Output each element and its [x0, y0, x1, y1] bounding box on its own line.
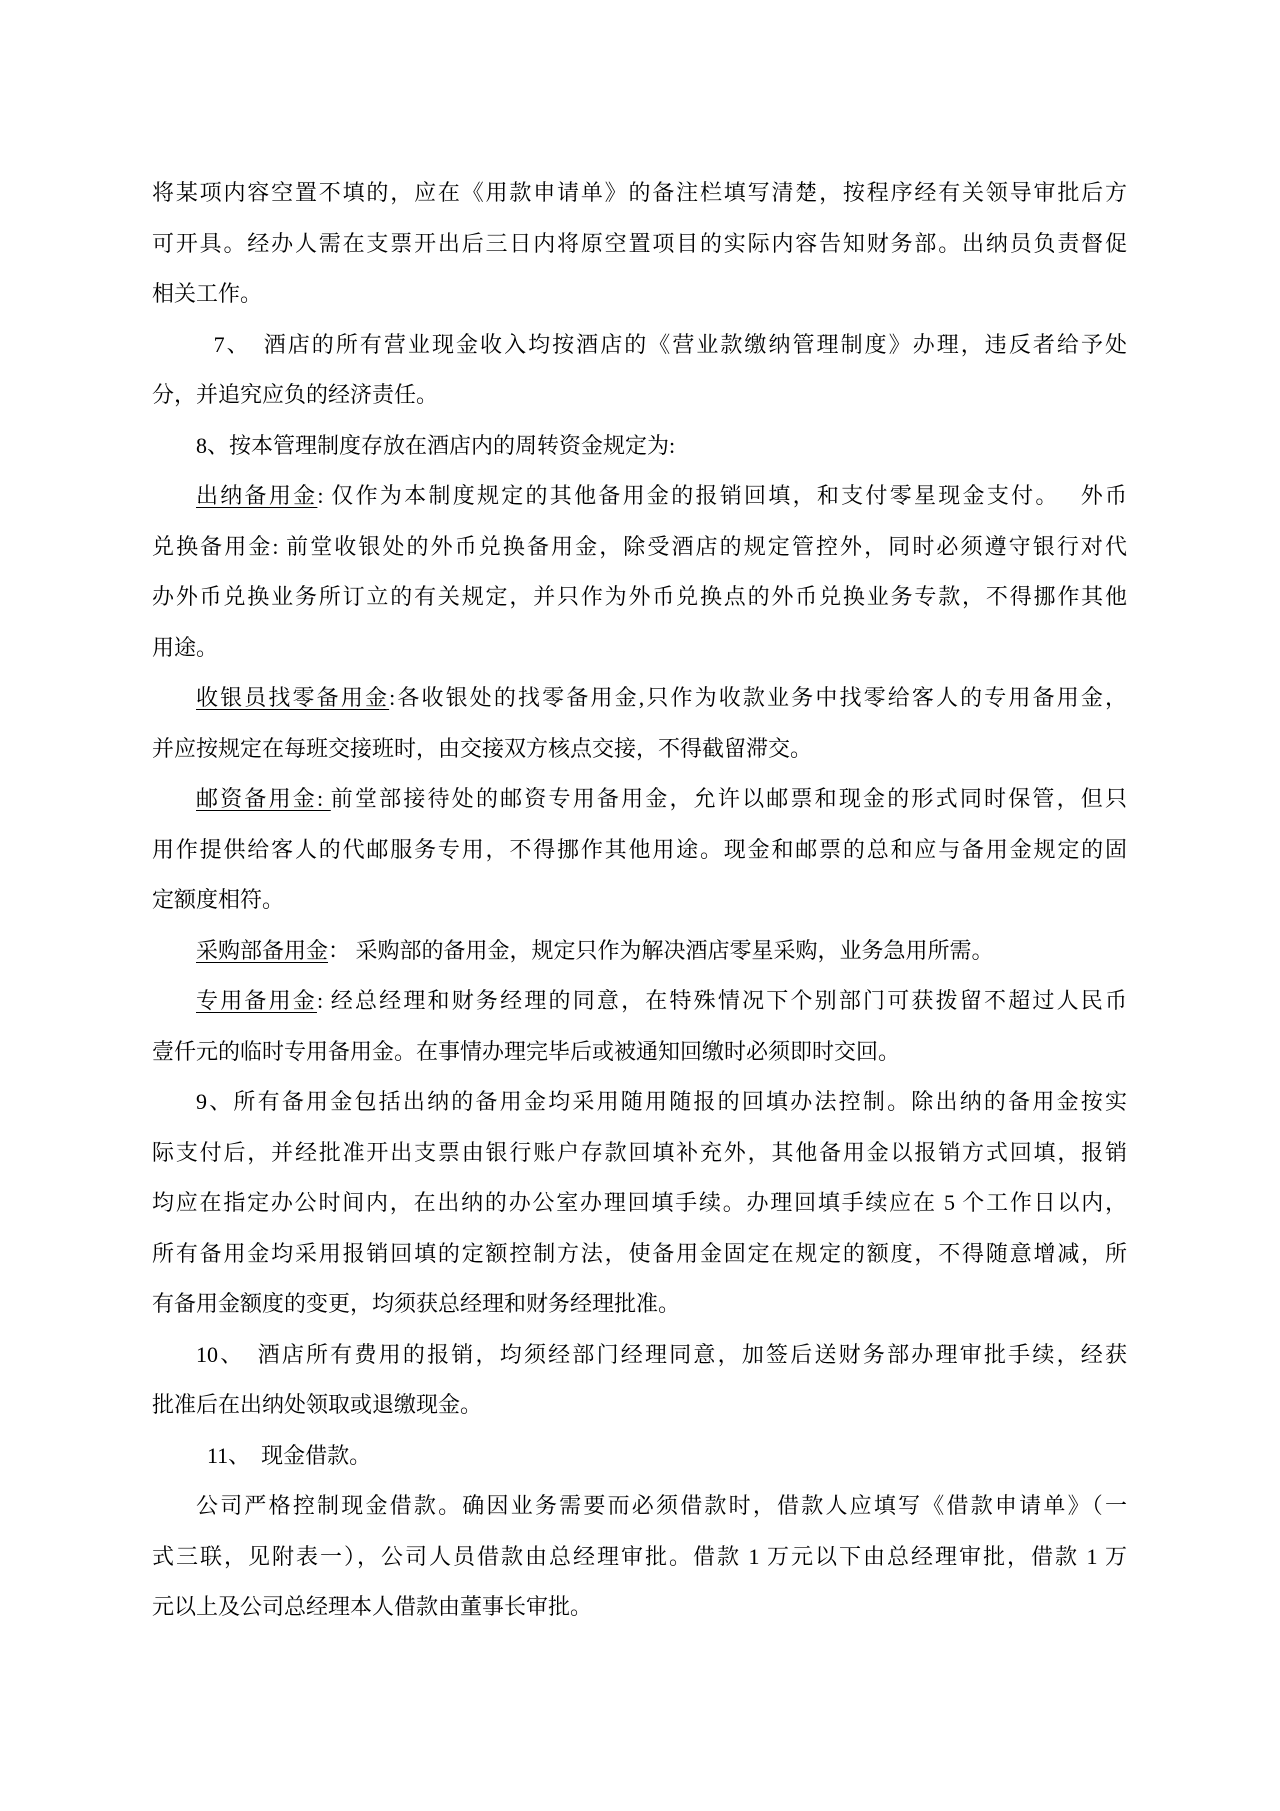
text-line — [152, 421, 1127, 472]
text-line — [152, 875, 1127, 926]
underlined-term: 收银员找零备用金 — [196, 685, 390, 710]
line-text: 有备用金额度的变更，均须获总经理和财务经理批准。 — [152, 1291, 681, 1316]
text-line — [152, 1128, 1127, 1179]
text-line — [152, 724, 1127, 775]
text-line — [152, 572, 1127, 623]
line-text: 式三联，见附表一），公司人员借款由总经理审批。借款 1 万元以下由总经理审批，借款 1 万 — [152, 1543, 1127, 1569]
line-text: 前堂部接待处的邮资专用备用金，允许以邮票和现金的形式同时保管，但只 — [330, 786, 1127, 811]
text-line — [152, 1027, 1127, 1078]
line-text: 11、 现金借款。 — [207, 1442, 372, 1468]
line-text: 可开具。经办人需在支票开出后三日内将原空置项目的实际内容告知财务部。出纳员负责督促 — [152, 230, 1127, 256]
text-line — [152, 471, 1127, 522]
text-line — [152, 1431, 1127, 1482]
text-line — [152, 623, 1127, 674]
text-line — [152, 1178, 1127, 1229]
line-text: 定额度相符。 — [152, 887, 285, 912]
underlined-term: 采购部备用金 — [196, 937, 329, 963]
line-text: 办外币兑换业务所订立的有关规定，并只作为外币兑换点的外币兑换业务专款，不得挪作其他 — [152, 584, 1127, 609]
line-text: : 仅作为本制度规定的其他备用金的报销回填，和支付零星现金支付。 外币 — [317, 483, 1127, 508]
text-line — [152, 1229, 1127, 1280]
text-line — [152, 1330, 1127, 1381]
underlined-term: 出纳备用金 — [196, 483, 318, 508]
line-text: 用途。 — [152, 634, 219, 660]
text-line — [152, 320, 1127, 371]
line-text: 壹仟元的临时专用备用金。在事情办理完毕后或被通知回缴时必须即时交回。 — [152, 1038, 901, 1064]
line-text: 8、按本管理制度存放在酒店内的周转资金规定为: — [196, 432, 676, 458]
line-text: 际支付后，并经批准开出支票由银行账户存款回填补充外，其他备用金以报销方式回填，报销 — [152, 1139, 1127, 1165]
document-content — [152, 168, 1127, 1633]
line-text: ： 采购部的备用金，规定只作为解决酒店零星采购，业务急用所需。 — [328, 937, 994, 963]
text-line — [152, 774, 1127, 825]
line-text: 9、所有备用金包括出纳的备用金均采用随用随报的回填办法控制。除出纳的备用金按实 — [196, 1089, 1127, 1114]
line-text: : 经总经理和财务经理的同意，在特殊情况下个别部门可获拨留不超过人民币 — [316, 988, 1127, 1013]
text-line — [152, 219, 1127, 270]
line-text: 兑换备用金: 前堂收银处的外币兑换备用金，除受酒店的规定管控外，同时必须遵守银行对代 — [152, 533, 1127, 559]
text-line — [152, 1582, 1127, 1633]
underlined-term: 专用备用金 — [196, 988, 317, 1013]
line-text: 所有备用金均采用报销回填的定额控制方法，使备用金固定在规定的额度，不得随意增减，所 — [152, 1240, 1127, 1266]
line-text: 并应按规定在每班交接班时，由交接双方核点交接，不得截留滞交。 — [152, 735, 813, 761]
text-line — [152, 1279, 1127, 1330]
text-line — [152, 269, 1127, 320]
text-line — [152, 168, 1127, 219]
line-text: 元以上及公司总经理本人借款由董事长审批。 — [152, 1594, 593, 1619]
underlined-term: 邮资备用金: — [196, 786, 331, 811]
text-line — [152, 1481, 1127, 1532]
text-line — [152, 976, 1127, 1027]
line-text: 7、 酒店的所有营业现金收入均按酒店的《营业款缴纳管理制度》办理，违反者给予处 — [213, 331, 1127, 357]
text-line — [152, 1380, 1127, 1431]
line-text: 用作提供给客人的代邮服务专用，不得挪作其他用途。现金和邮票的总和应与备用金规定的固 — [152, 836, 1127, 862]
text-line — [152, 673, 1127, 724]
text-line — [152, 370, 1127, 421]
text-line — [152, 522, 1127, 573]
line-text: 相关工作。 — [152, 281, 263, 306]
line-text: 10、 酒店所有费用的报销，均须经部门经理同意，加签后送财务部办理审批手续，经获 — [196, 1341, 1127, 1367]
line-text: 批准后在出纳处领取或退缴现金。 — [152, 1392, 483, 1417]
line-text: 均应在指定办公时间内，在出纳的办公室办理回填手续。办理回填手续应在 5 个工作日以内， — [152, 1190, 1127, 1215]
text-line — [152, 1532, 1127, 1583]
line-text: 公司严格控制现金借款。确因业务需要而必须借款时，借款人应填写《借款申请单》（一 — [196, 1493, 1127, 1518]
text-line — [152, 825, 1127, 876]
line-text: 分，并追究应负的经济责任。 — [152, 382, 439, 407]
line-text: 将某项内容空置不填的，应在《用款申请单》的备注栏填写清楚，按程序经有关领导审批后方 — [152, 180, 1127, 205]
line-text: :各收银处的找零备用金,只作为收款业务中找零给客人的专用备用金， — [389, 685, 1127, 710]
text-line — [152, 926, 1127, 977]
text-line — [152, 1077, 1127, 1128]
